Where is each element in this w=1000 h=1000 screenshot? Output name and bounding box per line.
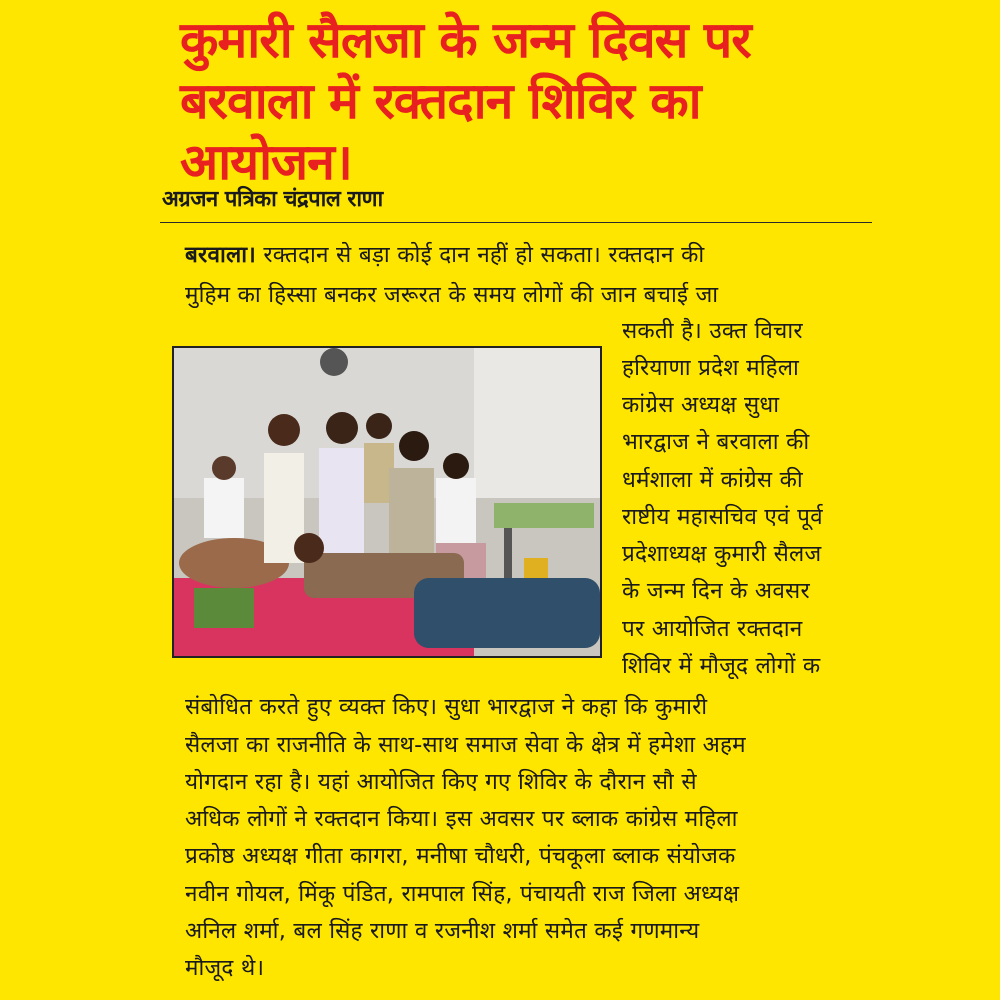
article-line: शिविर में मौजूद लोगों क <box>622 653 821 679</box>
headline-line-2: बरवाला में रक्तदान शिविर का <box>180 72 701 130</box>
headline <box>180 10 980 193</box>
headline-line-1: कुमारी सैलजा के जन्म दिवस पर <box>180 11 751 69</box>
dateline: बरवाला। <box>185 242 256 268</box>
article-line: नवीन गोयल, मिंकू पंडित, रामपाल सिंह, पंचायती राज जिला अध्यक्ष <box>185 881 740 907</box>
article-line: प्रकोष्ठ अध्यक्ष गीता कागरा, मनीषा चौधरी, पंचकूला ब्लाक संयोजक <box>185 843 736 869</box>
headline-line-3: आयोजन। <box>180 133 352 191</box>
article-line: मौजूद थे। <box>185 955 265 981</box>
article-line-text: रक्तदान से बड़ा कोई दान नहीं हो सकता। रक्तदान की <box>256 242 705 268</box>
article-line: योगदान रहा है। यहां आयोजित किए गए शिविर के दौरान सौ से <box>185 769 697 795</box>
byline: अग्रजन पत्रिका चंद्रपाल राणा <box>162 187 383 212</box>
divider <box>160 222 872 223</box>
article-line: सैलजा का राजनीति के साथ-साथ समाज सेवा के क्षेत्र में हमेशा अहम <box>185 732 746 758</box>
article-line: राष्टीय महासचिव एवं पूर्व <box>622 504 823 530</box>
article-line <box>185 237 704 273</box>
article-line: के जन्म दिन के अवसर <box>622 578 810 604</box>
article-line: भारद्वाज ने बरवाला की <box>622 429 810 455</box>
photo-illustration <box>174 348 600 656</box>
article-line: कांग्रेस अध्यक्ष सुधा <box>622 392 780 418</box>
article-line: अधिक लोगों ने रक्तदान किया। इस अवसर पर ब्लाक कांग्रेस महिला <box>185 806 738 832</box>
news-photo <box>172 346 602 658</box>
article-line: अनिल शर्मा, बल सिंह राणा व रजनीश शर्मा समेत कई गणमान्य <box>185 918 700 944</box>
article-line: धर्मशाला में कांग्रेस की <box>622 467 803 493</box>
article-line: प्रदेशाध्यक्ष कुमारी सैलज <box>622 541 822 567</box>
article-line: संबोधित करते हुए व्यक्त किए। सुधा भारद्वाज ने कहा कि कुमारी <box>185 694 708 720</box>
article-line: हरियाणा प्रदेश महिला <box>622 355 800 381</box>
article-line: पर आयोजित रक्तदान <box>622 616 803 642</box>
article-line: मुहिम का हिस्सा बनकर जरूरत के समय लोगों की जान बचाई जा <box>185 282 719 308</box>
article-line: सकती है। उक्त विचार <box>622 318 803 344</box>
